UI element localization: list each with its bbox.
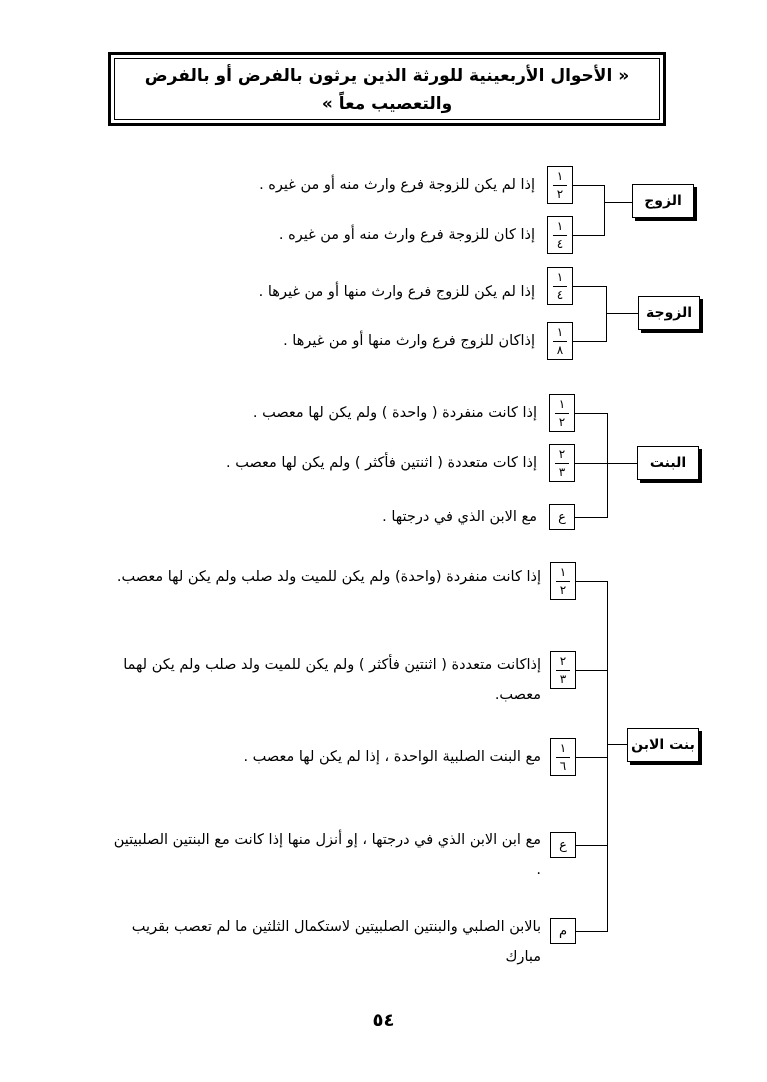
connector-line <box>606 313 638 314</box>
connector-line <box>576 581 608 582</box>
connector-line <box>604 202 632 203</box>
connector-line <box>575 517 608 518</box>
connector-line <box>573 235 605 236</box>
fraction-bar <box>553 286 567 287</box>
heir-label: الزوج <box>632 184 694 218</box>
fraction-bar <box>556 670 570 671</box>
share-box <box>549 444 575 482</box>
share-box <box>550 738 576 776</box>
share-denominator: ٢ <box>556 186 564 201</box>
item-text: إذا كانت منفردة (واحدة) ولم يكن للميت ولد صلب ولم يكن لها معصب. <box>116 569 541 585</box>
share-denominator: ٤ <box>556 236 564 251</box>
item-text: إذاكان للزوج فرع وارث منها أو من غيرها . <box>283 333 535 349</box>
share-numerator: ٢ <box>559 653 567 668</box>
share-numerator: ١ <box>556 218 564 233</box>
connector-line <box>576 757 608 758</box>
share-box <box>547 216 573 254</box>
page-title: « الأحوال الأربعينية للورثة الذين يرثون بالفرض أو بالفرض والتعصيب معاً » <box>114 58 660 120</box>
share-denominator: ٢ <box>559 582 567 597</box>
item-text: إذا لم يكن للزوج فرع وارث منها أو من غيرها . <box>258 284 535 300</box>
share-numerator: ١ <box>559 740 567 755</box>
title-box <box>108 52 666 126</box>
item-text: إذاكانت متعددة ( اثنتين فأكثر ) ولم يكن للميت ولد صلب ولم يكن لهما معصب. <box>123 657 541 703</box>
fraction-bar <box>553 185 567 186</box>
share-numerator: ٢ <box>558 446 566 461</box>
item-text: مع ابن الابن الذي في درجتها ، إو أنزل منها إذا كانت مع البنتين الصلبيتين . <box>113 832 541 878</box>
heir-label: البنت <box>637 446 699 480</box>
connector-line <box>576 931 608 932</box>
share-denominator: ٤ <box>556 287 564 302</box>
fraction-bar <box>556 757 570 758</box>
item-text: مع الابن الذي في درجتها . <box>382 509 537 525</box>
item-text: مع البنت الصلبية الواحدة ، إذا لم يكن لها معصب . <box>243 749 541 765</box>
share-box <box>547 166 573 204</box>
connector-line <box>575 463 608 464</box>
page-number: ٥٤ <box>372 1010 395 1031</box>
share-denominator: ٦ <box>559 758 567 773</box>
connector-line <box>576 670 608 671</box>
share-box <box>550 562 576 600</box>
item-text: إذا كان للزوجة فرع وارث منه أو من غيره . <box>278 227 535 243</box>
fraction-bar <box>556 581 570 582</box>
blocked-symbol: م <box>550 918 576 944</box>
residuary-symbol: ع <box>549 504 575 530</box>
share-numerator: ١ <box>559 564 567 579</box>
connector-line <box>607 463 637 464</box>
share-numerator: ١ <box>556 324 564 339</box>
fraction-bar <box>555 413 569 414</box>
share-denominator: ٢ <box>558 414 566 429</box>
connector-line <box>604 185 605 235</box>
connector-line <box>573 286 607 287</box>
share-denominator: ٣ <box>559 671 567 686</box>
fraction-bar <box>555 463 569 464</box>
share-box <box>547 267 573 305</box>
share-denominator: ٨ <box>556 342 564 357</box>
share-numerator: ١ <box>558 396 566 411</box>
share-numerator: ١ <box>556 168 564 183</box>
residuary-symbol: ع <box>550 832 576 858</box>
item-text: بالابن الصلبي والبنتين الصلبيتين لاستكمال الثلثين ما لم تعصب بقريب مبارك <box>131 919 541 965</box>
heir-label: الزوجة <box>638 296 700 330</box>
heir-label: بنت الابن <box>627 728 699 762</box>
share-box <box>549 394 575 432</box>
fraction-bar <box>553 341 567 342</box>
connector-line <box>607 413 608 517</box>
item-text: إذا لم يكن للزوجة فرع وارث منه أو من غيره . <box>259 177 535 193</box>
connector-line <box>575 413 608 414</box>
share-box <box>550 651 576 689</box>
share-box <box>547 322 573 360</box>
share-denominator: ٣ <box>558 464 566 479</box>
item-text: إذا كانت منفردة ( واحدة ) ولم يكن لها معصب . <box>252 405 537 421</box>
share-numerator: ١ <box>556 269 564 284</box>
fraction-bar <box>553 235 567 236</box>
connector-line <box>573 341 607 342</box>
connector-line <box>573 185 605 186</box>
item-text: إذا كات متعددة ( اثنتين فأكثر ) ولم يكن لها معصب . <box>225 455 537 471</box>
connector-line <box>607 581 608 931</box>
connector-line <box>576 845 608 846</box>
connector-line <box>607 744 627 745</box>
